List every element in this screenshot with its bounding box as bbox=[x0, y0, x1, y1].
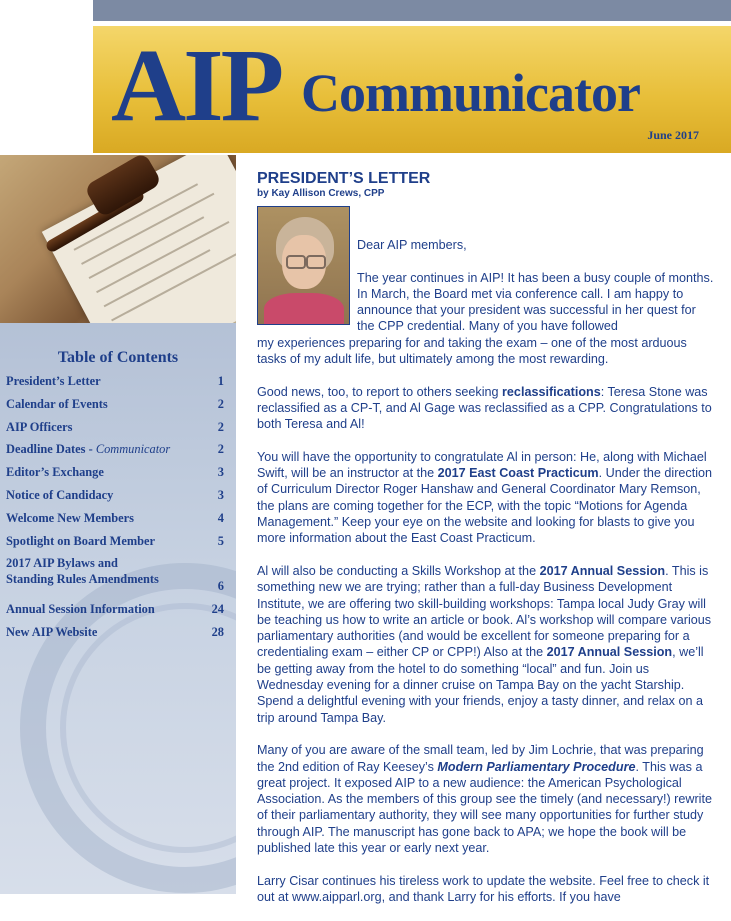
toc-page-number: 5 bbox=[217, 533, 224, 548]
article bbox=[257, 170, 715, 904]
toc-title: Table of Contents bbox=[57, 349, 179, 366]
toc-item[interactable]: Editor’s Exchange 3 bbox=[6, 465, 224, 480]
toc-page-number: 3 bbox=[217, 487, 224, 502]
toc-item[interactable]: Welcome New Members 4 bbox=[6, 510, 224, 525]
logo-communicator: Communicator bbox=[301, 63, 640, 123]
masthead bbox=[93, 26, 731, 153]
logo-aip: AIP bbox=[111, 28, 282, 143]
toc-item[interactable]: Deadline Dates - Communicator 2 bbox=[6, 442, 224, 457]
article-byline: by Kay Allison Crews, CPP bbox=[257, 188, 385, 199]
toc-page-number: 28 bbox=[211, 624, 224, 639]
toc-page-number: 24 bbox=[211, 601, 224, 616]
top-bar bbox=[93, 0, 731, 21]
article-body bbox=[257, 237, 715, 921]
toc-item[interactable]: AIP Officers 2 bbox=[6, 419, 224, 434]
paragraph-4: Al will also be conducting a Skills Workshop at the 2017 Annual Session. This is something new we are trying; rather than a full-day Business Development Institute, we are offering two skill-building workshops: Tampa local Judy Gray will be teaching us how to write an article or book. Al’s workshop will compare various parliamentary authorities (and would be excellent for someone preparing for a credentialing exam – either CP or CPP!) Also at the 2017 Annual Session, we’ll be getting away from the hotel to do something “local” and fun. Join us Wednesday evening for a dinner cruise on Tampa Bay on the yacht Starship. Spend a delightful evening with your friends, enjoy a tasty dinner, and relax on a trip around Tampa Bay. bbox=[257, 563, 712, 725]
table-of-contents-sidebar bbox=[0, 323, 236, 894]
toc-page-number: 6 bbox=[217, 579, 224, 594]
gavel-photo bbox=[0, 155, 236, 323]
toc-item[interactable]: New AIP Website 28 bbox=[6, 624, 224, 639]
paragraph-1-cont: my experiences preparing for and taking the exam – one of the most arduous tasks of my adult life, but ultimately among the most rewarding. bbox=[257, 335, 687, 367]
paragraph-5: Many of you are aware of the small team, led by Jim Lochrie, that was preparing the 2nd edition of Ray Keesey’s Modern Parliamentary Procedure. This was a great project. It exposed AIP to a new audience: the American Psychological Association. As the members of this group see the timely (and necessary!) rewrite of their parliamentary authority, they will see many opportunities for further study through AIP. The manuscript has gone back to APA; we hope the book will be published late this year or early next year. bbox=[257, 743, 712, 855]
paragraph-2: Good news, too, to report to others seeking reclassifications: Teresa Stone was reclassified as a CP-T, and Al Gage was reclassified as a CPP. Congratulations to both Teresa and Al! bbox=[257, 384, 712, 432]
toc-page-number: 4 bbox=[217, 510, 224, 525]
toc-item[interactable]: Spotlight on Board Member 5 bbox=[6, 533, 224, 548]
issue-date: June 2017 bbox=[647, 128, 699, 142]
toc-item[interactable]: President’s Letter 1 bbox=[6, 374, 224, 388]
toc-page-number: 2 bbox=[217, 442, 224, 457]
toc-page-number: 1 bbox=[217, 374, 224, 388]
toc-item[interactable]: Annual Session Information 24 bbox=[6, 601, 224, 616]
paragraph-1-lead: The year continues in AIP! It has been a busy couple of months. In March, the Board met via conference call. I am happy to announce that your president was successful in her quest for the CPP credential. Many of you have followed bbox=[357, 270, 714, 334]
toc-item[interactable]: Calendar of Events 2 bbox=[6, 396, 224, 411]
salutation: Dear AIP members, bbox=[357, 238, 467, 252]
toc-page-number: 3 bbox=[217, 465, 224, 480]
toc-page-number: 2 bbox=[217, 419, 224, 434]
paragraph-6: Larry Cisar continues his tireless work to update the website. Feel free to check it out at www.aipparl.org, and thank Larry for his efforts. If you have bbox=[257, 873, 710, 904]
toc-page-number: 2 bbox=[217, 396, 224, 411]
toc-item[interactable]: Notice of Candidacy 3 bbox=[6, 487, 224, 502]
paragraph-3: You will have the opportunity to congratulate Al in person: He, along with Michael Swift, will be an instructor at the 2017 East Coast Practicum. Under the direction of Curriculum Director Roger Hanshaw and General Coordinator Mary Remson, the plans are coming together for the ECP, with the topic “Motions for Agenda Management.” Keep your eye on the website and looking for blasts to give you more information about the East Coast Practicum. bbox=[257, 449, 713, 546]
article-title: PRESIDENT’S LETTER bbox=[257, 170, 431, 187]
toc-item[interactable]: 2017 AIP Bylaws and Standing Rules Amendments 6 bbox=[6, 556, 224, 594]
toc-list bbox=[6, 373, 224, 647]
